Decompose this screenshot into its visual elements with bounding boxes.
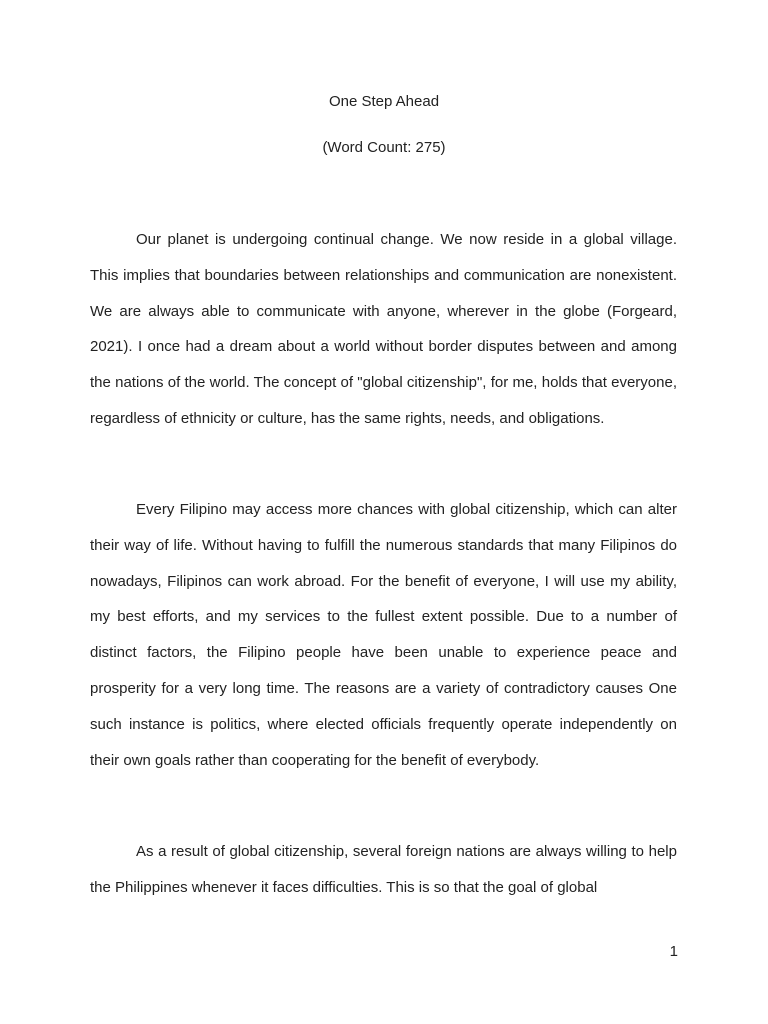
paragraph: Every Filipino may access more chances with global citizenship, which can alter their way of life. Without having to fulfill the numerous standards that many Filipinos do nowadays, Filipinos can work abroad. For the benefit of everyone, I will use my ability, my best efforts, and my services to the fullest extent possible. Due to a number of distinct factors, the Filipino people have been unable to experience peace and prosperity for a very long time. The reasons are a variety of contradictory causes One such instance is politics, where elected officials frequently operate independently on their own goals rather than cooperating for the benefit of everybody. xyxy=(90,501,677,769)
document-title: One Step Ahead xyxy=(328,93,440,110)
page-number: 1 xyxy=(669,943,678,960)
word-count: (Word Count: 275) xyxy=(322,139,446,156)
paragraph: As a result of global citizenship, several foreign nations are always willing to help the Philippines whenever it faces difficulties. This is so that the goal of global xyxy=(90,843,677,896)
paragraph: Our planet is undergoing continual change. We now reside in a global village. This implies that boundaries between relationships and communication are nonexistent. We are always able to communicate with anyone, wherever in the globe (Forgeard, 2021). I once had a dream about a world without border disputes between and among the nations of the world. The concept of "global citizenship", for me, holds that everyone, regardless of ethnicity or culture, has the same rights, needs, and obligations. xyxy=(90,231,677,427)
